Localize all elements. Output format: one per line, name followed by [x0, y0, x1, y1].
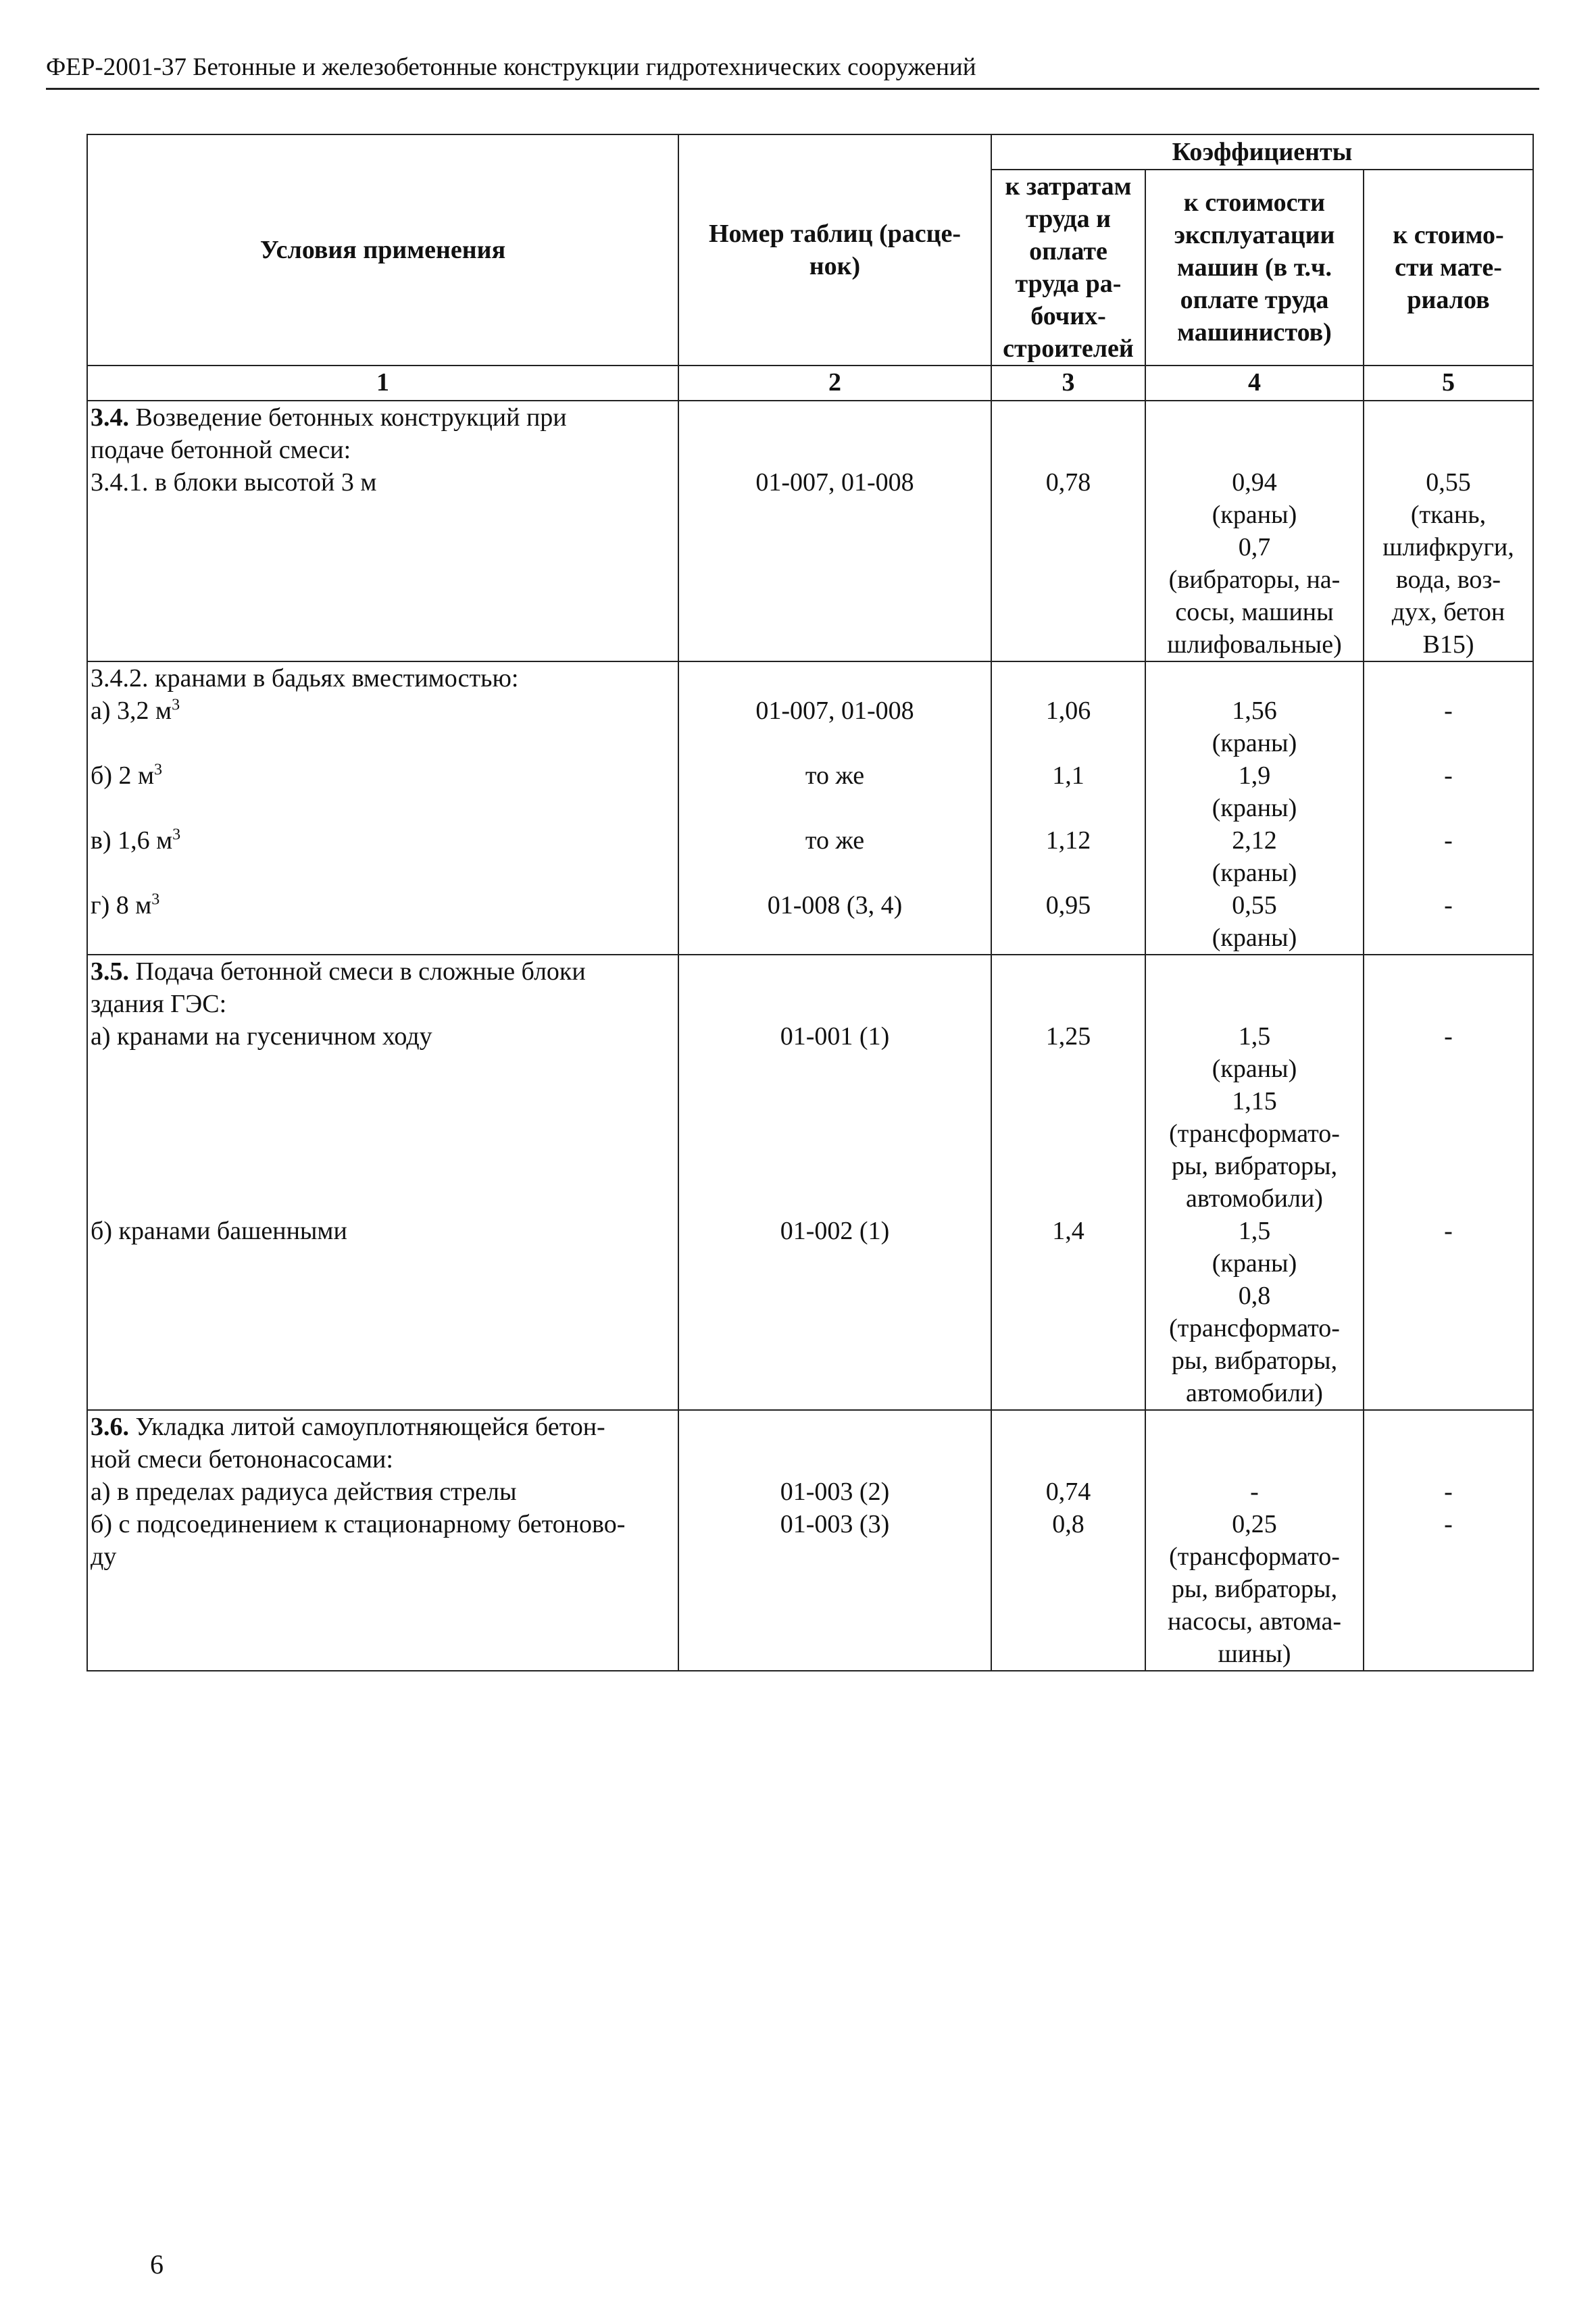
col3-header-line: труда ра-: [1015, 270, 1122, 298]
column-numbers-row: [87, 366, 1533, 401]
section-title: [91, 955, 678, 988]
labor-cell: [991, 955, 1145, 1410]
machines-value: 1,5: [1238, 1022, 1271, 1051]
labor-cell: [991, 1410, 1145, 1671]
labor-value: 1,06: [1045, 697, 1091, 725]
labor-value: 1,1: [1052, 761, 1084, 790]
machines-value: 1,15: [1232, 1087, 1277, 1115]
table-ref: 01-003 (3): [780, 1510, 890, 1538]
machines-cell: [1145, 955, 1364, 1410]
machines-note: (краны): [1212, 501, 1297, 529]
document-header: ФЕР-2001-37 Бетонные и железобетонные конструкции гидротехнических сооружений: [46, 53, 976, 81]
col3-header: [991, 170, 1145, 366]
section-number: 3.5.: [91, 957, 129, 986]
col-number: 5: [1364, 366, 1533, 401]
machines-cell: [1145, 661, 1364, 955]
machines-note: (краны): [1212, 859, 1297, 887]
materials-note: вода, воз-: [1395, 565, 1501, 594]
section-title: [91, 401, 678, 434]
table-row-3-6: [87, 1410, 1533, 1671]
col2-header: [678, 134, 991, 366]
labor-value: 1,25: [1045, 1022, 1091, 1051]
col-number: 2: [678, 366, 991, 401]
machines-value: 1,5: [1238, 1217, 1271, 1245]
condition-cell: [87, 401, 678, 661]
table-ref: 01-007, 01-008: [755, 697, 914, 725]
table-ref: 01-003 (2): [780, 1478, 890, 1506]
machines-value: 0,55: [1232, 891, 1277, 920]
table-row-3-4: [87, 401, 1533, 661]
page-number: 6: [150, 2249, 164, 2280]
tables-cell: [678, 401, 991, 661]
condition-label: б) кранами башенными: [91, 1217, 347, 1245]
machines-note: (трансформато-: [1169, 1542, 1340, 1571]
col4-header: [1145, 170, 1364, 366]
section-title-text: Возведение бетонных конструкций при: [129, 403, 567, 432]
section-title-text: Укладка литой самоуплотняющейся бетон-: [129, 1413, 605, 1441]
section-title-line2: ной смеси бетононасосами:: [91, 1445, 393, 1474]
header-rule: [46, 88, 1539, 90]
col5-header-line: к стоимо-: [1393, 221, 1504, 249]
machines-note: (вибраторы, на-: [1168, 565, 1341, 594]
machines-cell: [1145, 1410, 1364, 1671]
table-ref: 01-008 (3, 4): [767, 891, 903, 920]
machines-note: автомобили): [1186, 1379, 1323, 1407]
machines-note: автомобили): [1186, 1184, 1323, 1213]
table-ref: то же: [805, 761, 865, 790]
col3-header-line: к затратам: [1005, 172, 1132, 201]
coefficients-table: [86, 134, 1534, 1671]
labor-cell: [991, 661, 1145, 955]
machines-value: 0,94: [1232, 468, 1277, 497]
machines-note: ры, вибраторы,: [1171, 1575, 1338, 1603]
materials-cell: [1364, 661, 1533, 955]
machines-value: 1,56: [1232, 697, 1277, 725]
materials-value: -: [1444, 1478, 1453, 1506]
col4-header-line: машин (в т.ч.: [1177, 253, 1332, 282]
machines-note: (трансформато-: [1169, 1314, 1340, 1342]
col2-header-line: Номер таблиц (расце-: [708, 220, 962, 248]
machines-value: 0,7: [1238, 533, 1271, 561]
col4-header-line: оплате труда: [1180, 286, 1329, 314]
tables-cell: [678, 955, 991, 1410]
materials-cell: [1364, 955, 1533, 1410]
section-title-line2: здания ГЭС:: [91, 990, 227, 1018]
materials-note: дух, бетон: [1391, 598, 1505, 626]
materials-note: (ткань,: [1410, 501, 1487, 529]
col5-header-line: риалов: [1407, 286, 1490, 314]
machines-note: (краны): [1212, 1249, 1297, 1278]
condition-label: а) кранами на гусеничном ходу: [91, 1022, 432, 1051]
condition-label: а) 3,2 $м^3$: [91, 696, 180, 725]
coef-group-header: Коэффициенты: [991, 134, 1533, 170]
condition-cell: [87, 661, 678, 955]
table-ref: 01-001 (1): [780, 1022, 890, 1051]
materials-note: В15): [1422, 630, 1474, 659]
machines-value: 1,9: [1238, 761, 1271, 790]
condition-label: б) с подсоединением к стационарному бетоново-: [91, 1510, 626, 1538]
labor-value: 1,12: [1045, 826, 1091, 855]
machines-note: сосы, машины: [1175, 598, 1334, 626]
condition-label: ду: [91, 1542, 117, 1571]
labor-value: 0,8: [1052, 1510, 1084, 1538]
condition-cell: [87, 1410, 678, 1671]
section-title: 3.4.2. кранами в бадьях вместимостью:: [91, 664, 519, 693]
col3-header-line: строителей: [1003, 334, 1134, 363]
condition-cell: [87, 955, 678, 1410]
section-title-text: Подача бетонной смеси в сложные блоки: [129, 957, 586, 986]
materials-value: -: [1444, 826, 1453, 855]
machines-note: (краны): [1212, 924, 1297, 952]
materials-value: -: [1444, 697, 1453, 725]
materials-value: -: [1444, 1022, 1453, 1051]
col4-header-line: машинистов): [1177, 318, 1332, 347]
machines-note: ры, вибраторы,: [1171, 1152, 1338, 1180]
col3-header-line: труда и: [1026, 205, 1111, 233]
labor-value: 0,74: [1045, 1478, 1091, 1506]
col2-header-line: нок): [809, 252, 861, 280]
machines-note: насосы, автома-: [1168, 1607, 1341, 1636]
materials-note: шлифкруги,: [1382, 533, 1514, 561]
machines-value: 0,8: [1238, 1282, 1271, 1310]
labor-cell: [991, 401, 1145, 661]
tables-cell: [678, 1410, 991, 1671]
condition-label: б) 2 $м^3$: [91, 761, 163, 790]
col3-header-line: оплате: [1029, 237, 1107, 266]
condition-label: 3.4.1. в блоки высотой 3 м: [91, 468, 377, 497]
table-row-3-5: [87, 955, 1533, 1410]
col4-header-line: к стоимости: [1183, 188, 1326, 217]
condition-label: г) 8 $м^3$: [91, 890, 160, 920]
table-ref: 01-002 (1): [780, 1217, 890, 1245]
machines-note: (краны): [1212, 794, 1297, 822]
col5-header: [1364, 170, 1533, 366]
table-ref: 01-007, 01-008: [755, 468, 914, 497]
table-ref: то же: [805, 826, 865, 855]
col-number: 4: [1145, 366, 1364, 401]
materials-value: -: [1444, 761, 1453, 790]
labor-value: 1,4: [1052, 1217, 1084, 1245]
materials-value: -: [1444, 1510, 1453, 1538]
materials-cell: [1364, 1410, 1533, 1671]
col4-header-line: эксплуатации: [1174, 221, 1335, 249]
materials-value: -: [1444, 891, 1453, 920]
materials-value: -: [1444, 1217, 1453, 1245]
col3-header-line: бочих-: [1030, 302, 1106, 330]
labor-value: 0,78: [1045, 468, 1091, 497]
table-row-3-4-2: [87, 661, 1533, 955]
section-title: [91, 1411, 678, 1443]
machines-value: 0,25: [1232, 1510, 1277, 1538]
machines-cell: [1145, 401, 1364, 661]
machines-note: шлифовальные): [1167, 630, 1342, 659]
machines-note: ры, вибраторы,: [1171, 1347, 1338, 1375]
condition-label: а) в пределах радиуса действия стрелы: [91, 1478, 517, 1506]
section-title-line2: подаче бетонной смеси:: [91, 436, 351, 464]
machines-note: (краны): [1212, 1055, 1297, 1083]
col5-header-line: сти мате-: [1395, 253, 1502, 282]
col1-header: Условия применения: [87, 134, 678, 366]
materials-value: 0,55: [1426, 468, 1471, 497]
condition-label: в) 1,6 $м^3$: [91, 826, 181, 855]
materials-cell: [1364, 401, 1533, 661]
machines-note: (краны): [1212, 729, 1297, 757]
machines-note: шины): [1218, 1640, 1291, 1668]
machines-note: (трансформато-: [1169, 1120, 1340, 1148]
section-number: 3.6.: [91, 1413, 129, 1441]
col-number: 1: [87, 366, 678, 401]
machines-value: -: [1250, 1478, 1259, 1506]
col-number: 3: [991, 366, 1145, 401]
labor-value: 0,95: [1045, 891, 1091, 920]
tables-cell: [678, 661, 991, 955]
section-number: 3.4.: [91, 403, 129, 432]
machines-value: 2,12: [1232, 826, 1277, 855]
